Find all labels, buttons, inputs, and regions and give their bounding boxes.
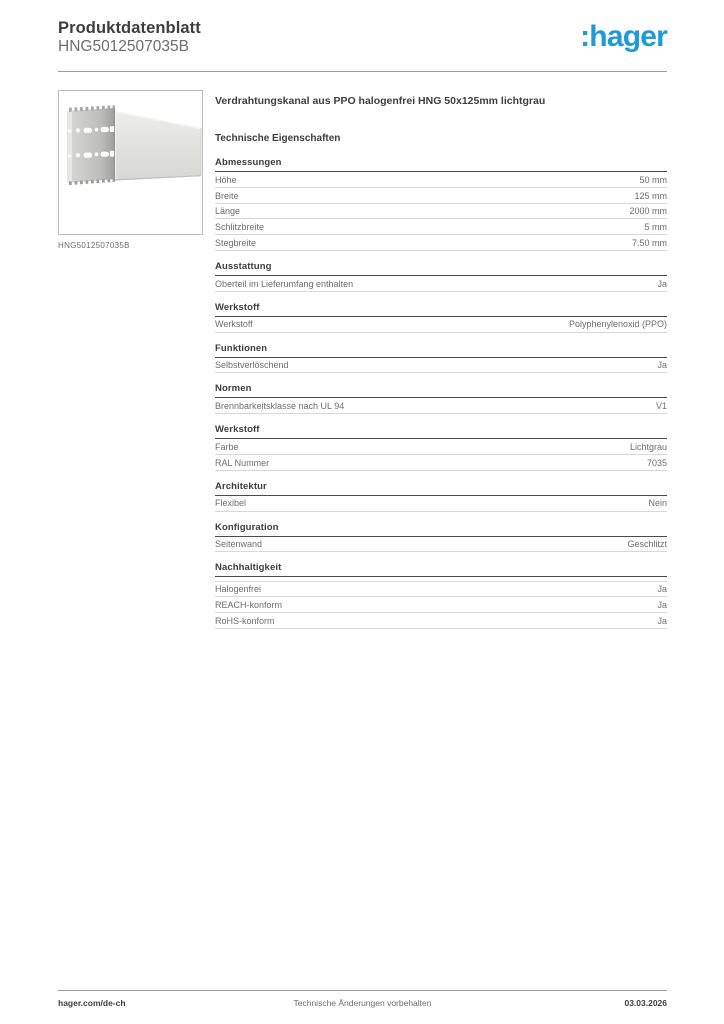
spec-section <box>215 302 667 333</box>
spec-section-title: Konfiguration <box>215 522 667 537</box>
spec-label: RoHS-konform <box>215 615 275 626</box>
spec-value: Nein <box>648 498 667 509</box>
page-header <box>58 19 667 56</box>
spec-section <box>215 343 667 374</box>
spec-value: 50 mm <box>639 174 667 185</box>
product-image-frame <box>58 90 203 235</box>
spec-value: V1 <box>655 400 667 411</box>
spec-value: 2000 mm <box>629 206 667 217</box>
spec-row <box>215 188 667 204</box>
spec-value: 5 mm <box>644 222 667 233</box>
footer-website: hager.com/de-ch <box>58 998 126 1008</box>
spec-label: RAL Nummer <box>215 457 270 468</box>
spec-row <box>215 358 667 374</box>
header-text-block <box>58 19 201 56</box>
spec-row <box>215 455 667 471</box>
spec-section-title: Funktionen <box>215 343 667 358</box>
spec-row <box>215 219 667 235</box>
spec-value: Geschlitzt <box>627 539 667 550</box>
spec-section <box>215 424 667 471</box>
spec-label: Farbe <box>215 441 239 452</box>
spec-label: Schlitzbreite <box>215 222 265 233</box>
spec-value: Ja <box>657 360 667 371</box>
spec-section <box>215 261 667 292</box>
spec-section-title: Ausstattung <box>215 261 667 276</box>
spec-section <box>215 481 667 512</box>
spec-row <box>215 172 667 188</box>
spec-label: Höhe <box>215 174 237 185</box>
spec-value: Ja <box>657 584 667 595</box>
spec-value: Polyphenylenoxid (PPO) <box>568 319 667 330</box>
spec-value: Lichtgrau <box>629 441 667 452</box>
spec-value: 7.50 mm <box>631 237 667 248</box>
spec-label: Breite <box>215 190 239 201</box>
tech-properties-heading: Technische Eigenschaften <box>215 133 341 145</box>
spec-label: Selbstverlöschend <box>215 360 289 371</box>
spec-section-title: Werkstoff <box>215 424 667 439</box>
spec-section-title: Architektur <box>215 481 667 496</box>
spec-row <box>215 439 667 455</box>
document-title: Produktdatenblatt <box>58 19 201 37</box>
footer-date: 03.03.2026 <box>624 998 668 1008</box>
spec-row <box>215 613 667 629</box>
spec-section-title: Werkstoff <box>215 302 667 317</box>
spec-row <box>215 276 667 292</box>
content-area <box>58 90 667 639</box>
spec-row <box>215 204 667 220</box>
spec-label: Werkstoff <box>215 319 253 330</box>
spec-label: Stegbreite <box>215 237 257 248</box>
spec-label: Brennbarkeitsklasse nach UL 94 <box>215 400 345 411</box>
header-divider <box>58 71 667 72</box>
spec-section <box>215 157 667 251</box>
hager-logo: :hager <box>580 20 667 53</box>
page-footer <box>58 990 667 1008</box>
spec-label: Oberteil im Lieferumfang enthalten <box>215 278 354 289</box>
spec-section-title: Nachhaltigkeit <box>215 562 667 577</box>
spec-row <box>215 597 667 613</box>
product-title: Verdrahtungskanal aus PPO halogenfrei HNG 50x125mm lichtgrau <box>215 95 546 107</box>
specs-column <box>215 90 667 639</box>
spec-section <box>215 562 667 629</box>
spec-label: Länge <box>215 206 241 217</box>
spec-label: Seitenwand <box>215 539 263 550</box>
spec-section <box>215 383 667 414</box>
product-image-caption: HNG5012507035B <box>58 241 130 250</box>
spec-row <box>215 537 667 553</box>
spec-section-title: Abmessungen <box>215 157 667 172</box>
spec-row <box>215 496 667 512</box>
product-image-column <box>58 90 203 250</box>
spec-row <box>215 235 667 251</box>
spec-label: Flexibel <box>215 498 247 509</box>
spec-row <box>215 398 667 414</box>
spec-label: REACH-konform <box>215 600 283 611</box>
spec-value: 125 mm <box>634 190 667 201</box>
footer-disclaimer: Technische Änderungen vorbehalten <box>293 998 432 1008</box>
product-photo <box>59 91 202 234</box>
spec-section <box>215 522 667 553</box>
spec-value: Ja <box>657 615 667 626</box>
spec-row <box>215 317 667 333</box>
spec-value: Ja <box>657 600 667 611</box>
product-code: HNG5012507035B <box>58 38 189 56</box>
spec-value: Ja <box>657 278 667 289</box>
spec-sections <box>215 157 667 629</box>
spec-value: 7035 <box>646 457 667 468</box>
spec-section-title: Normen <box>215 383 667 398</box>
spec-label: Halogenfrei <box>215 584 262 595</box>
